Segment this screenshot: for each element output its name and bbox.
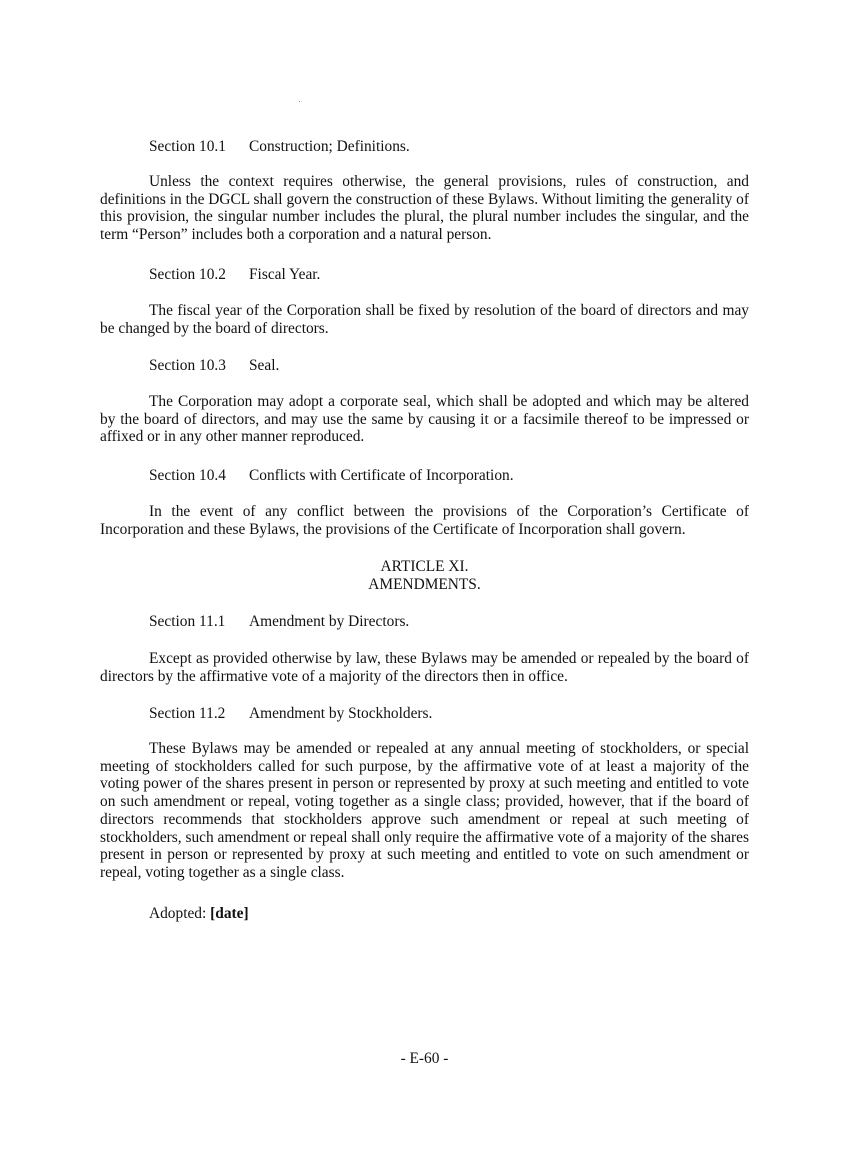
paragraph: Except as provided otherwise by law, these Bylaws may be amended or repealed by the board of directors by the affirmative vote of a majority of the directors then in office. (100, 650, 749, 685)
section-11-1-heading (149, 613, 409, 631)
article-number: ARTICLE XI. (380, 558, 469, 575)
section-10-1-body (100, 173, 749, 244)
section-number: Section 11.1 (149, 613, 226, 630)
paragraph: These Bylaws may be amended or repealed at any annual meeting of stockholders, or special meeting of stockholders called for such purpose, by the affirmative vote of at least a majority of the voting power of the shares present in person or represented by proxy at such meeting and entitled to vote on such amendment or repeal, voting together as a single class; provided, however, that if the board of directors recommends that stockholders approve such amendment or repeal at such meeting of stockholders, such amendment or repeal shall only require the affirmative vote of a majority of the shares present in person or represented by proxy at such meeting and entitled to vote on such amendment or repeal, voting together as a single class. (100, 740, 749, 881)
stray-mark (299, 101, 300, 102)
section-10-4-body (100, 503, 749, 538)
paragraph: Unless the context requires otherwise, the general provisions, rules of construction, and definitions in the DGCL shall govern the construction of these Bylaws. Without limiting the generality of this provision, the singular number includes the plural, the plural number includes the singular, and the term “Person” includes both a corporation and a natural person. (100, 173, 749, 244)
section-10-2-body (100, 302, 749, 337)
section-title: Amendment by Directors. (249, 613, 410, 630)
adopted-label: Adopted: (149, 905, 207, 922)
article-title: AMENDMENTS. (368, 576, 481, 593)
section-11-2-heading (149, 705, 432, 723)
paragraph: In the event of any conflict between the provisions of the Corporation’s Certificate of Incorporation and these Bylaws, the provisions of the Certificate of Incorporation shall govern. (100, 503, 749, 538)
paragraph: The fiscal year of the Corporation shall be fixed by resolution of the board of directors and may be changed by the board of directors. (100, 302, 749, 337)
section-10-3-body (100, 393, 749, 446)
section-number: Section 10.1 (149, 138, 226, 155)
paragraph: The Corporation may adopt a corporate seal, which shall be adopted and which may be altered by the board of directors, and may use the same by causing it or a facsimile thereof to be impressed or affixed or in any other manner reproduced. (100, 393, 749, 446)
section-11-1-body (100, 650, 749, 685)
section-number: Section 10.3 (149, 357, 226, 374)
section-title: Construction; Definitions. (249, 138, 410, 155)
section-title: Conflicts with Certificate of Incorporation. (249, 467, 514, 484)
section-10-2-heading (149, 266, 320, 284)
adopted-date: [date] (210, 905, 249, 922)
section-number: Section 10.4 (149, 467, 226, 484)
section-10-4-heading (149, 467, 514, 485)
section-number: Section 10.2 (149, 266, 226, 283)
section-number: Section 11.2 (149, 705, 226, 722)
section-title: Seal. (249, 357, 280, 374)
section-10-3-heading (149, 357, 279, 375)
page-number: - E-60 - (400, 1050, 449, 1067)
section-title: Fiscal Year. (249, 266, 321, 283)
section-11-2-body (100, 740, 749, 882)
section-title: Amendment by Stockholders. (249, 705, 433, 722)
section-10-1-heading (149, 138, 410, 156)
adopted-line (149, 905, 249, 923)
